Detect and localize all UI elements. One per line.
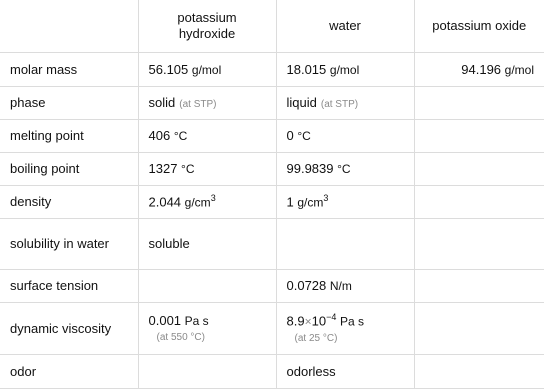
row-label: melting point	[0, 119, 138, 152]
cell-koh-solubility	[138, 218, 276, 269]
row-label: solubility in water	[0, 218, 138, 269]
value: 1327	[148, 161, 178, 176]
header-row	[0, 0, 544, 52]
unit: Pa s	[184, 314, 209, 328]
base: 10	[311, 313, 327, 329]
row-label: density	[0, 185, 138, 218]
cell-water-molar-mass	[276, 52, 414, 86]
header-corner-cell	[0, 0, 138, 52]
value: soluble	[148, 236, 190, 251]
column-header-water: water	[276, 0, 414, 52]
cell-k2o-phase	[414, 86, 544, 119]
cell-k2o-boiling-point	[414, 152, 544, 185]
unit: g/mol	[504, 62, 534, 77]
row-label: phase	[0, 86, 138, 119]
row-label: boiling point	[0, 152, 138, 185]
cell-water-solubility	[276, 218, 414, 269]
value: 2.044	[148, 194, 182, 210]
cell-water-surface-tension	[276, 269, 414, 302]
value: 94.196	[461, 61, 502, 77]
cell-water-phase	[276, 86, 414, 119]
table-row-melting-point	[0, 119, 544, 152]
cell-k2o-density	[414, 185, 544, 218]
value: 0.001	[148, 313, 182, 328]
mantissa: 8.9	[286, 313, 305, 329]
value: 1	[286, 194, 294, 210]
cell-koh-phase	[138, 86, 276, 119]
value: 0	[286, 128, 294, 143]
cell-koh-melting-point	[138, 119, 276, 152]
cell-water-boiling-point	[276, 152, 414, 185]
table-row-odor	[0, 354, 544, 388]
value: odorless	[286, 363, 336, 379]
cell-water-odor	[276, 354, 414, 388]
cell-k2o-melting-point	[414, 119, 544, 152]
unit: g/cm	[184, 195, 211, 210]
column-header-potassium-hydroxide: potassium hydroxide	[138, 0, 276, 52]
cell-water-density	[276, 185, 414, 218]
table-row-dynamic-viscosity	[0, 302, 544, 354]
value: 18.015	[286, 61, 327, 77]
condition-note: (at 25 °C)	[294, 332, 338, 344]
cell-k2o-solubility	[414, 218, 544, 269]
cell-koh-odor	[138, 354, 276, 388]
cell-koh-boiling-point	[138, 152, 276, 185]
table-row-phase	[0, 86, 544, 119]
times-sign: ×	[304, 314, 312, 329]
unit: Pa s	[339, 314, 364, 329]
value: 56.105	[148, 61, 189, 77]
condition-note: (at STP)	[179, 99, 217, 110]
row-label: molar mass	[0, 52, 138, 86]
value: solid	[148, 95, 176, 110]
exponent: 3	[323, 193, 329, 204]
cell-k2o-surface-tension	[414, 269, 544, 302]
value: 0.0728	[286, 278, 327, 293]
condition-note: (at STP)	[320, 99, 359, 110]
table-row-surface-tension	[0, 269, 544, 302]
column-header-potassium-oxide: potassium oxide	[414, 0, 544, 52]
condition-note: (at 550 °C)	[156, 332, 205, 343]
unit: °C	[181, 162, 195, 176]
unit: °C	[297, 129, 311, 143]
unit: °C	[173, 129, 188, 143]
table-row-boiling-point	[0, 152, 544, 185]
table-row-solubility	[0, 218, 544, 269]
table-row-density	[0, 185, 544, 218]
unit: g/cm	[297, 195, 324, 210]
cell-k2o-molar-mass	[414, 52, 544, 86]
cell-koh-dynamic-viscosity	[138, 302, 276, 354]
unit: g/mol	[191, 62, 222, 77]
value: 99.9839	[286, 161, 334, 176]
table-row-molar-mass	[0, 52, 544, 86]
cell-koh-molar-mass	[138, 52, 276, 86]
cell-k2o-odor	[414, 354, 544, 388]
value: liquid	[286, 95, 317, 110]
cell-k2o-dynamic-viscosity	[414, 302, 544, 354]
cell-water-dynamic-viscosity	[276, 302, 414, 354]
cell-water-melting-point	[276, 119, 414, 152]
unit: °C	[337, 162, 351, 176]
unit: N/m	[329, 279, 352, 293]
cell-koh-density	[138, 185, 276, 218]
row-label: odor	[0, 354, 138, 388]
row-label: dynamic viscosity	[0, 302, 138, 354]
unit: g/mol	[329, 62, 360, 77]
exponent: −4	[326, 312, 337, 323]
value: 406	[148, 128, 171, 143]
exponent: 3	[210, 193, 216, 204]
cell-koh-surface-tension	[138, 269, 276, 302]
row-label: surface tension	[0, 269, 138, 302]
